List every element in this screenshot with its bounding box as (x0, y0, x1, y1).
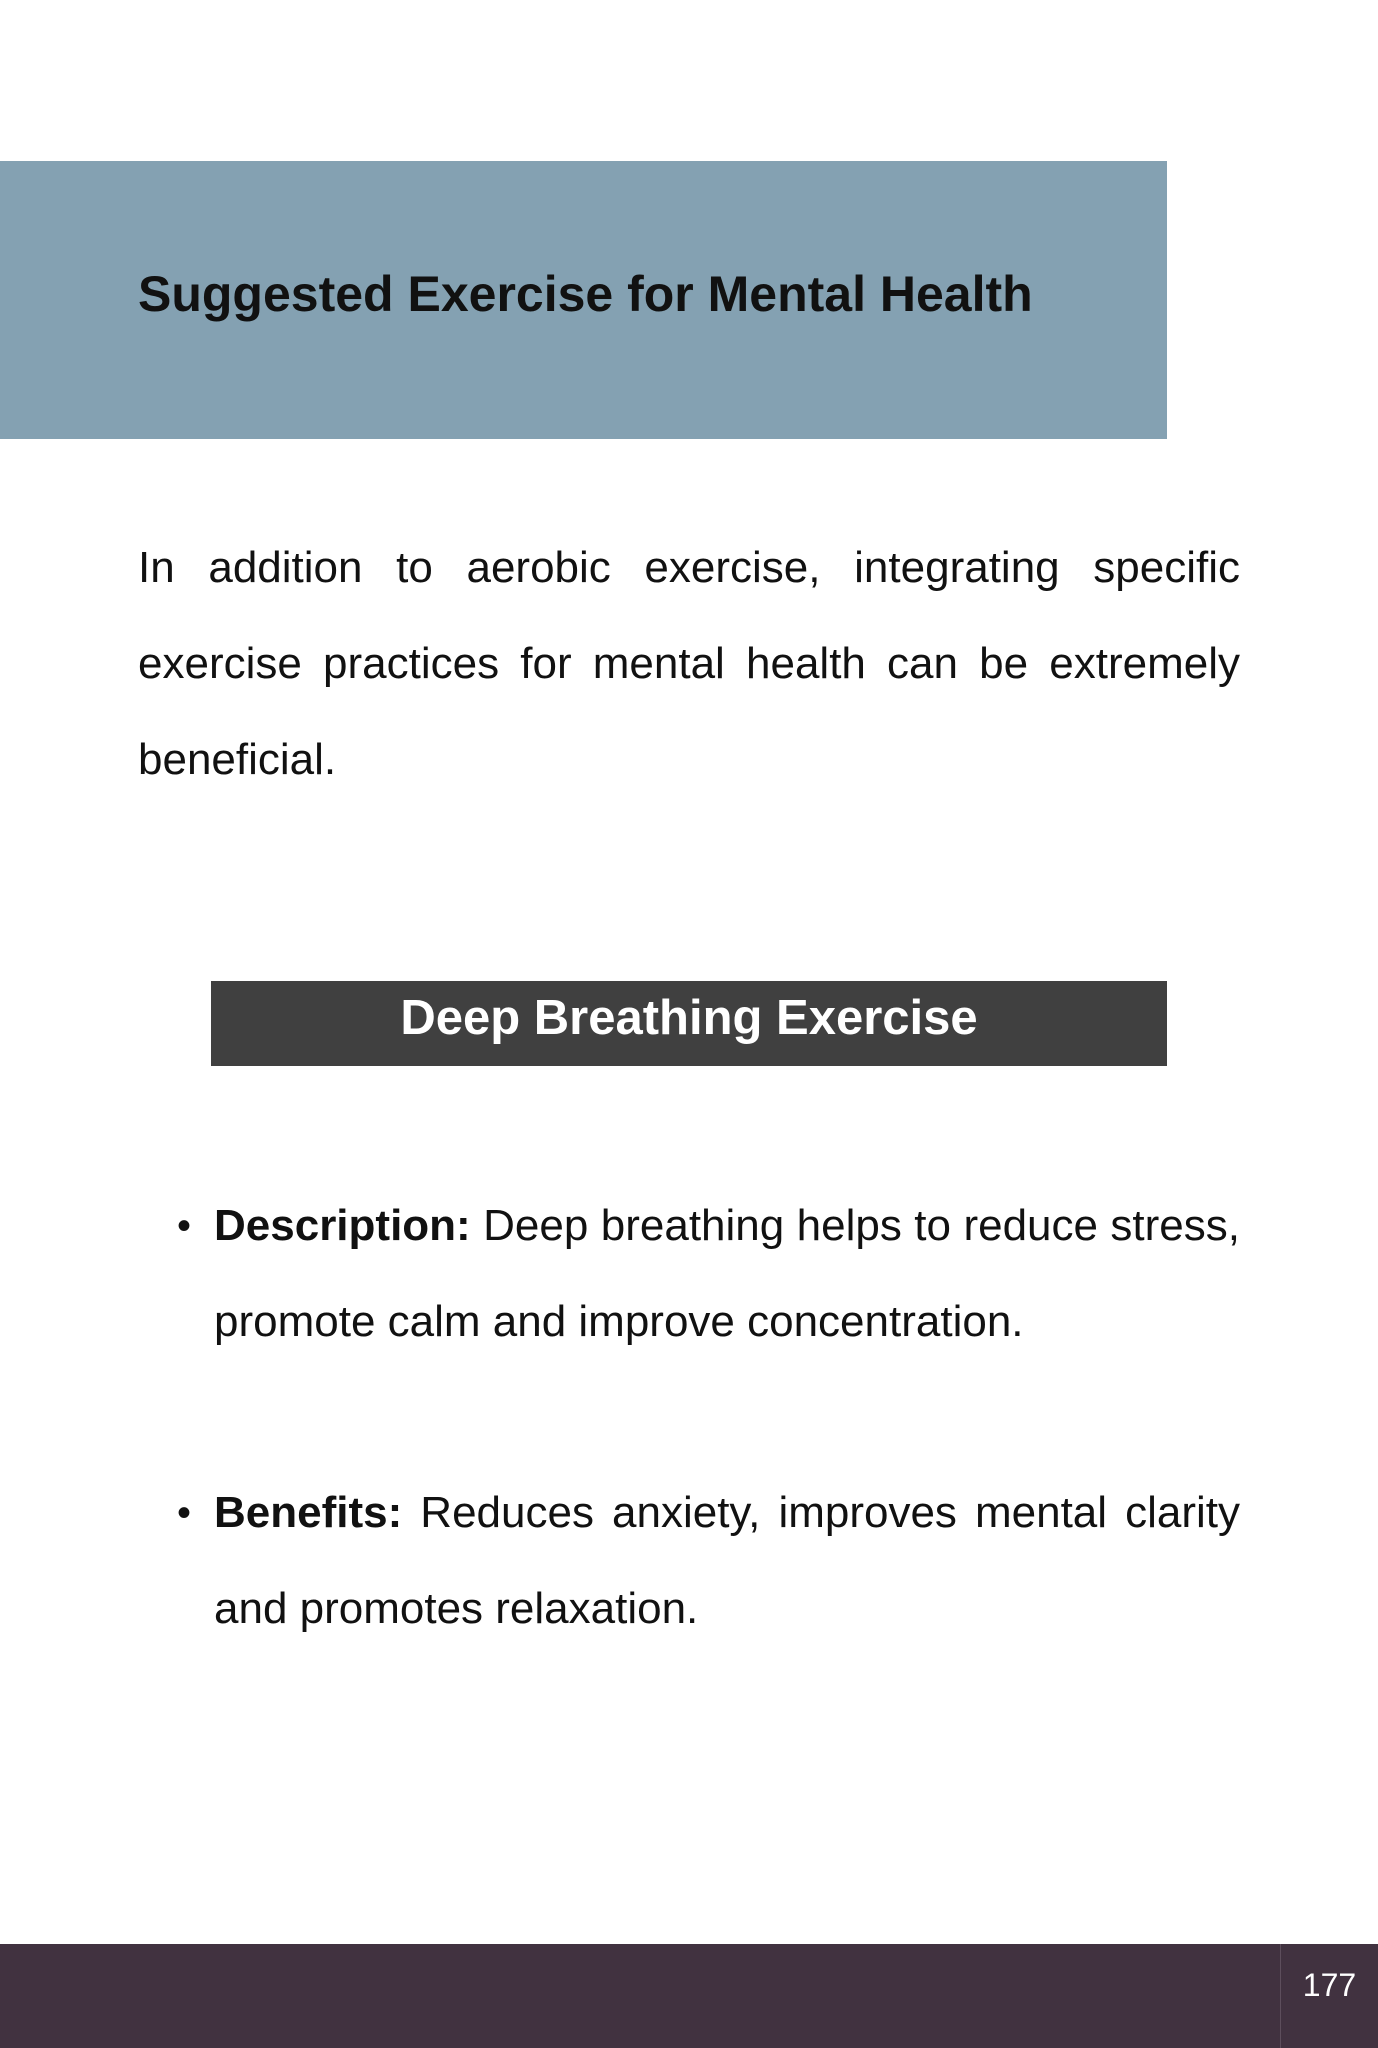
bullet-icon: • (177, 1204, 192, 1248)
page-title: Suggested Exercise for Mental Health (138, 266, 1033, 322)
exercise-details-list (138, 1178, 1240, 1657)
benefits-label: Benefits: (214, 1488, 403, 1537)
description-list-item (138, 1178, 1240, 1370)
intro-paragraph: In addition to aerobic exercise, integrating specific exercise practices for mental health can be extremely beneficial. (138, 543, 1240, 784)
description-text: Deep breathing helps to reduce stress, promote calm and improve concentration. (214, 1201, 1240, 1346)
description-label: Description: (214, 1201, 471, 1250)
page-number-box (1280, 1944, 1378, 2048)
footer-bar (0, 1944, 1378, 2048)
section-header-bar (211, 981, 1167, 1066)
bullet-icon: • (177, 1491, 192, 1535)
page-number: 177 (1302, 1967, 1357, 2003)
benefits-text: Reduces anxiety, improves mental clarity and promotes relaxation. (214, 1488, 1240, 1633)
benefits-list-item (138, 1465, 1240, 1657)
section-title: Deep Breathing Exercise (400, 991, 978, 1045)
